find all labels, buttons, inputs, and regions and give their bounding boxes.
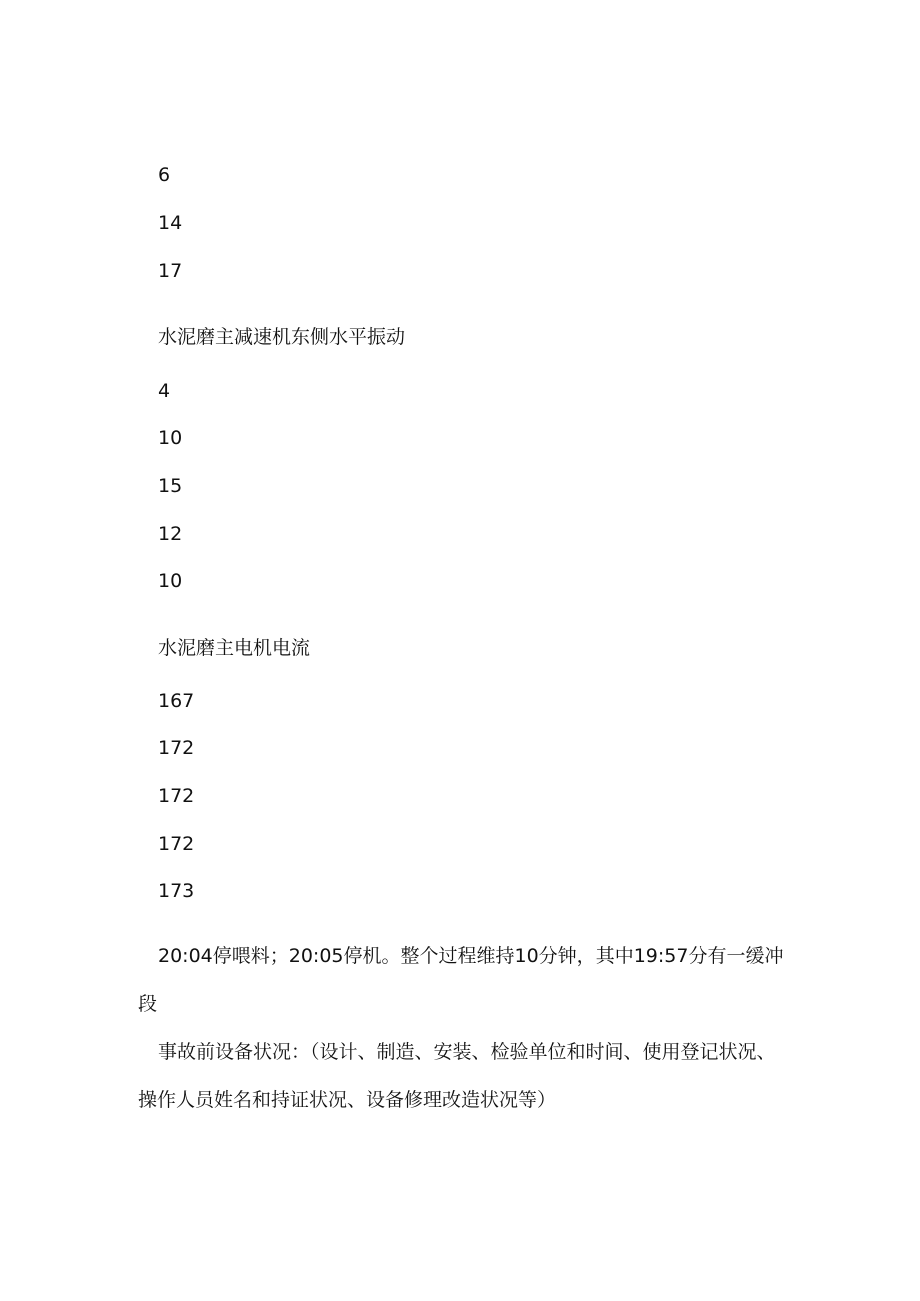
value-item: 172 — [158, 833, 195, 855]
section-heading-current: 水泥磨主电机电流 — [158, 637, 311, 659]
value-item: 173 — [158, 880, 195, 902]
value-item: 17 — [158, 260, 183, 282]
value-item: 4 — [158, 380, 171, 402]
value-item: 15 — [158, 475, 183, 497]
value-item: 12 — [158, 523, 183, 545]
paragraph-equipment-status: 事故前设备状况：（设计、制造、安装、检验单位和时间、使用登记状况、操作人员姓名和持证状况、设备修理改造状况等） — [138, 1041, 776, 1111]
value-item: 10 — [158, 427, 183, 449]
paragraph-shutdown: 20:04停喂料；20:05停机。整个过程维持10分钟，其中19:57分有一缓冲段 — [138, 945, 784, 1015]
value-item: 167 — [158, 690, 195, 712]
section-heading-vibration: 水泥磨主减速机东侧水平振动 — [158, 326, 406, 348]
value-item: 14 — [158, 212, 183, 234]
value-item: 6 — [158, 164, 171, 186]
value-item: 10 — [158, 570, 183, 592]
value-item: 172 — [158, 737, 195, 759]
value-item: 172 — [158, 785, 195, 807]
